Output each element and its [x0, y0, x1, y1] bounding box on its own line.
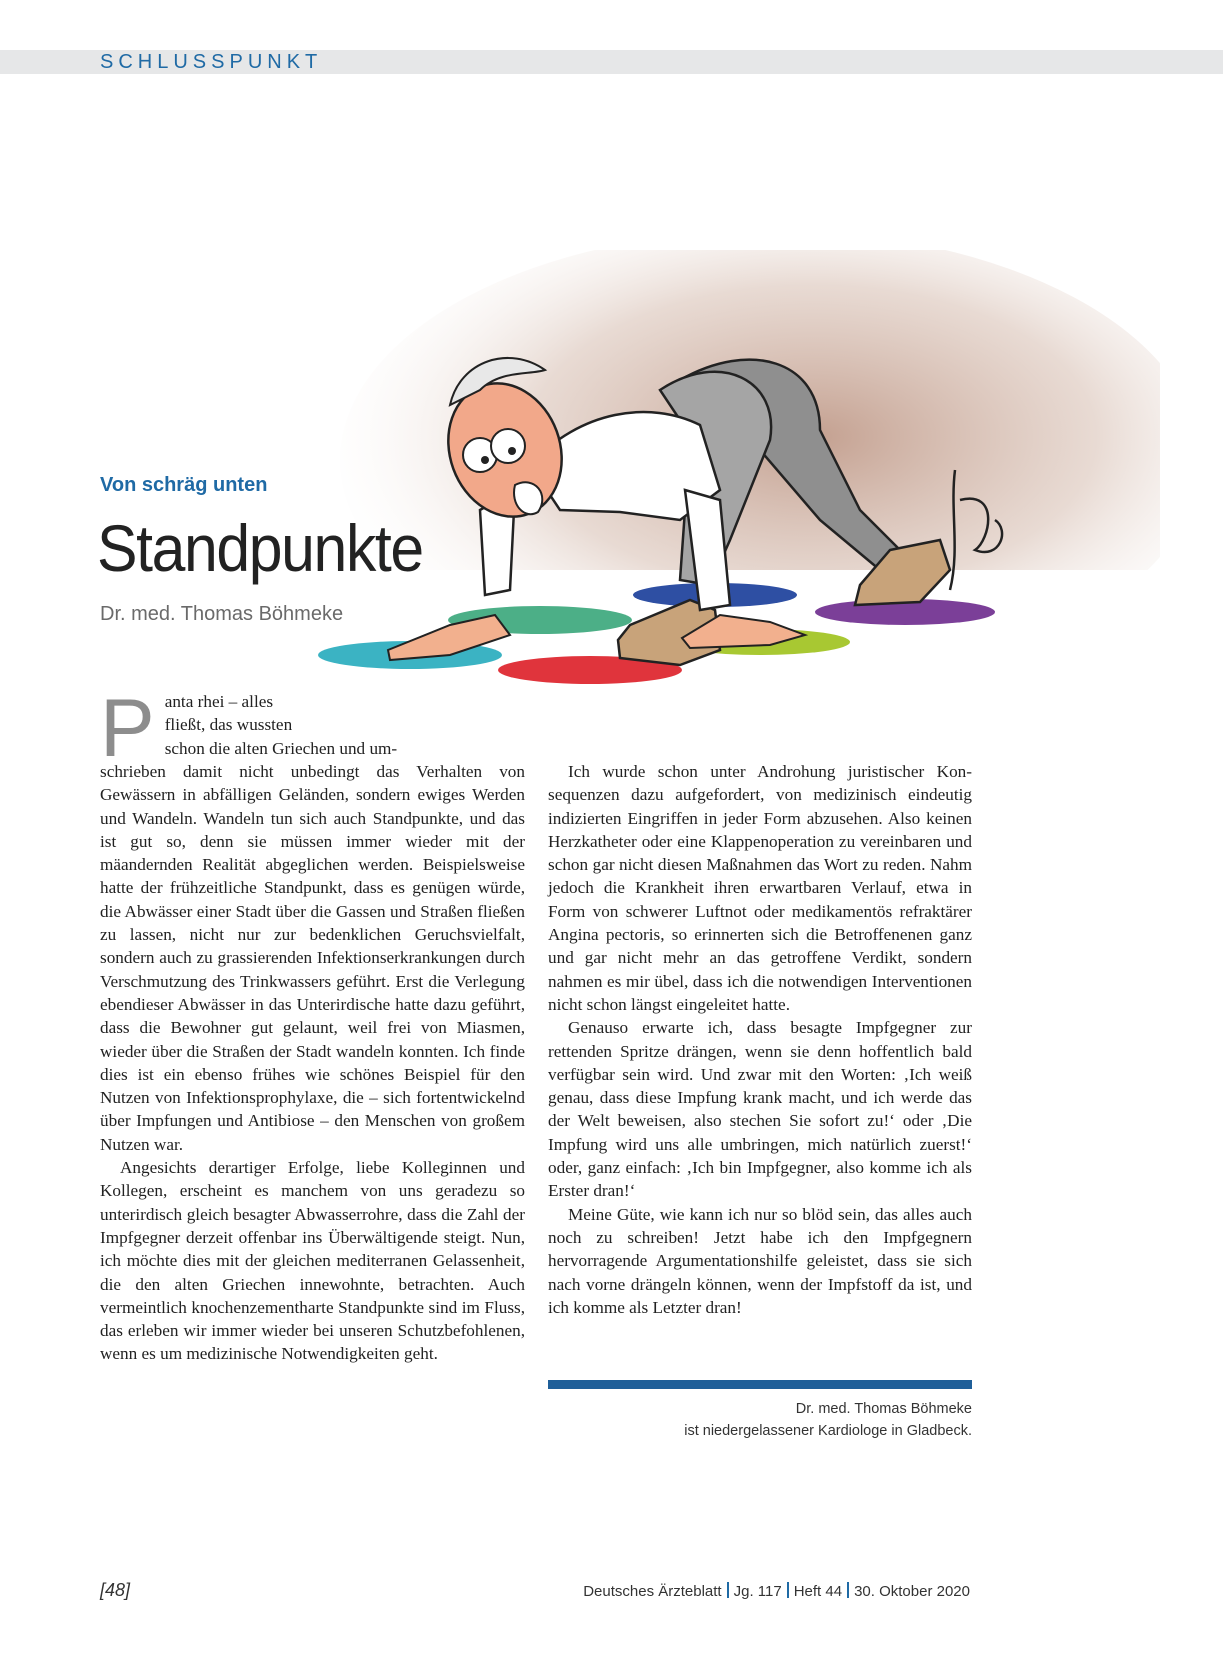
author-box — [548, 1398, 972, 1442]
paragraph: Genauso erwarte ich, dass besagte Impfgegner zur rettenden Spritze drängen, wenn sie denn hoffentlich bald verfügbar sein wird. Und zwar mit den Worten: ‚Ich weiß genau, dass diese Impfung krank macht, und ich werde das der Welt beweisen, also stechen Sie sofort zu!‘ oder ‚Die Impfung wird uns alle umbringen, mich natürlich zuerst!‘ oder, ganz einfach: ‚Ich bin Impfgegner, also komme ich als Erster dran!‘ — [548, 1018, 972, 1201]
author-bio: ist niedergelassener Kardiologe in Gladbeck. — [684, 1423, 972, 1439]
volume: Jg. 117 — [733, 1583, 782, 1600]
section-label: SCHLUSSPUNKT — [100, 51, 323, 73]
footer-citation — [583, 1582, 970, 1600]
paragraph: Ich wurde schon unter Androhung juristischer Konsequenzen dazu aufgefordert, von medizinisch eindeutig indizierten Eingriffen in jeder Form abzusehen. Also keinen Herzkatheter oder eine Klappenoperation zu vereinbaren und schon gar nicht diesen Maßnahmen das Wort zu reden. Nahm jedoch die Krankheit ihren erwartbaren Verlauf, etwa in Form von schwerer Luftnot oder medikamentös refraktärer Angina pectoris, so erinnerten sich die Betroffenenen ganz und gar nicht mehr an das getroffene Verdikt, sondern nahmen es mir übel, dass ich die notwendigen Interventionen nicht schon längst eingeleitet hatte. — [548, 762, 972, 1014]
intro-line-1: anta rhei – alles — [164, 692, 274, 711]
article-title: Standpunkte — [97, 511, 423, 585]
drop-cap: P — [100, 683, 155, 774]
page-number: [48] — [100, 1580, 131, 1600]
intro-line-2: fließt, das wussten — [164, 715, 293, 735]
cartoon-illustration — [300, 250, 1160, 730]
issue: Heft 44 — [793, 1583, 843, 1600]
date: 30. Oktober 2020 — [854, 1583, 970, 1600]
paragraph: Meine Güte, wie kann ich nur so blöd sein, das alles auch noch zu schreiben! Jetzt habe ich den Impfgegnern hervorragende Argumentationshilfe geleistet, dass sie sich nach vorne drängeln können, wenn der Impfstoff da ist, und ich komme als Letzter dran! — [548, 1204, 972, 1317]
journal-name: Deutsches Ärzteblatt — [583, 1583, 722, 1600]
separator — [847, 1582, 849, 1598]
author-name: Dr. med. Thomas Böhmeke — [795, 1401, 972, 1417]
column-right — [548, 760, 972, 1319]
paragraph: Angesichts derartiger Erfolge, liebe Kolleginnen und Kollegen, erscheint es manchem von uns geradezu so unterirdisch gleich besagter Abwasserrohre, dass die Zahl der Impfgegner derzeit offenbar ins Überwältigende steigt. Nun, ich möchte dies mit der gleichen mediterranen Gelassenheit, die den alten Griechen innewohnte, betrachten. Auch vermeintlich knochenzementharte Standpunkte sind im Fluss, das erleben wir immer wieder bei unseren Schutzbefohlenen, wenn es um medizinische Notwendigkeiten geht. — [100, 1158, 525, 1364]
author-rule — [548, 1380, 972, 1389]
article-kicker: Von schräg unten — [100, 474, 268, 496]
intro-line-3: schon die alten Griechen und um- — [164, 738, 398, 758]
column-left — [100, 683, 525, 1366]
paragraph: schrieben damit nicht unbedingt das Verhalten von Gewässern in abfälligen Geländen, sondern ewiges Werden und Wandeln. Wandeln tun sich auch Standpunkte, und das ist gut so, denn sie müssen immer wieder mit der mäandernden Realität abgeglichen werden. Beispielsweise hatte der frühzeitliche Standpunkt, dass es genügen würde, die Abwässer einer Stadt über die Gassen und Straßen fließen zu lassen, nicht nur zur bedenklichen Geruchsvielfalt, sondern auch zu grassierenden Infektionserkrankungen durch Verschmutzung des Trinkwassers geführt. Erst die Verlegung ebendieser Abwässer in das Unterirdische hatte dazu geführt, dass die Bewohner gut gelaunt, weil frei von Miasmen, wieder über die Straßen der Stadt wandeln konnten. Ich finde dies ist ein ebenso frühes wie schönes Beispiel für den Nutzen von Infektionsprophylaxe, die – sich fortentwickelnd über Impfungen und Antibiose – den Menschen von großem Nutzen war. — [100, 762, 525, 1154]
eye-right — [491, 429, 525, 463]
separator — [727, 1582, 729, 1598]
article-byline: Dr. med. Thomas Böhmeke — [100, 603, 344, 625]
separator — [787, 1582, 789, 1598]
